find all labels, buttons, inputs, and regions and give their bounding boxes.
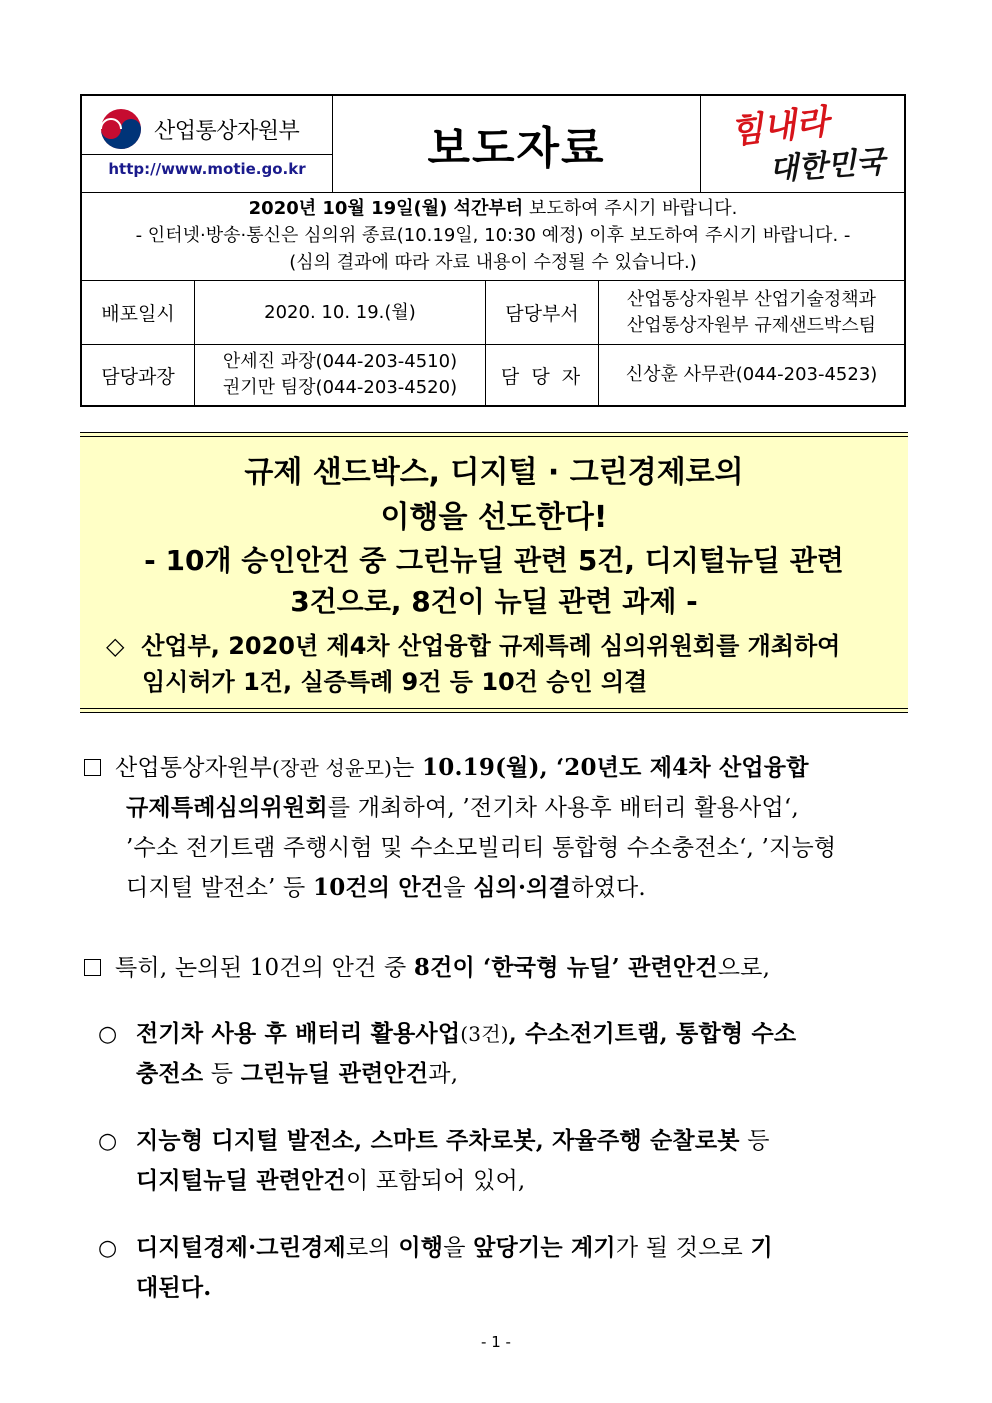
headline-title — [80, 450, 908, 540]
bullet-green-newdeal: 전기차 사용 후 배터리 활용사업(3건), 수소전기트램, 통합형 수소 충전소 등 그린뉴딜 관련안건과, — [136, 1020, 797, 1087]
page-number: - 1 - — [481, 1333, 511, 1351]
taegeuk-logo-icon — [100, 108, 142, 150]
svg-text:대한민국: 대한민국 — [767, 144, 887, 188]
dept-line: 산업통상자원부 규제샌드박스팀 — [626, 314, 877, 336]
circle-bullet-icon: ○ — [98, 1236, 118, 1261]
headline-box — [80, 432, 908, 713]
embargo-online-notice: - 인터넷·방송·통신은 심의위 종료(10.19일, 10:30 예정) 이후 보도하여 주시기 바랍니다. - — [135, 225, 851, 246]
manager-line: 안세진 과장(044-203-4510) — [222, 351, 458, 372]
headline-subtitle — [80, 540, 908, 622]
ministry-logo-cell — [82, 96, 332, 192]
release-date-label: 배포일시 — [101, 303, 175, 325]
circle-bullet-icon: ○ — [98, 1129, 118, 1154]
embargo-time: 2020년 10월 19일(월) 석간부터 — [248, 198, 524, 219]
headline-title-line: 이행을 선도한다! — [380, 500, 608, 535]
slogan-logo — [701, 96, 906, 192]
manager-label: 담당과장 — [101, 365, 175, 388]
manager-value — [195, 345, 485, 405]
slogan-calligraphy-icon — [701, 96, 906, 192]
headline-subtitle-line: 3건으로, 8건이 뉴딜 관련 과제 - — [290, 585, 698, 618]
press-header-table — [80, 94, 906, 407]
press-title-cell — [333, 96, 700, 192]
svg-text:힘내라: 힘내라 — [728, 101, 831, 153]
bullet-digital-newdeal: 지능형 디지털 발전소, 스마트 주차로봇, 자율주행 순찰로봇 등 디지털뉴딜 관련안건이 포함되어 있어, — [136, 1127, 770, 1194]
square-bullet-icon — [84, 759, 101, 776]
summary-line: 산업부, 2020년 제4차 산업융합 규제특례 심의위원회를 개최하여 — [141, 632, 841, 660]
embargo-notice — [82, 192, 904, 280]
paragraph-meeting: 산업통상자원부(장관 성윤모)는 10.19(월), ‘20년도 제4차 산업융합 규제특례심의위원회를 개최하여, ’전기차 사용후 배터리 활용사업‘, ’수소 전기트램 주행시험 및 수소모빌리티 통합형 수소충전소‘, ’지능형 디지털 발전소’ 등 10건의 안건을 심의·의결하였다. — [84, 748, 914, 908]
ministry-url-link[interactable]: http://www.motie.go.kr — [108, 160, 306, 178]
headline-bottom-rule — [80, 708, 908, 713]
dept-value — [599, 281, 904, 344]
square-bullet-icon — [84, 959, 101, 976]
ministry-name: 산업통상자원부 — [154, 119, 300, 144]
summary-line: 임시허가 1건, 실증특례 9건 등 10건 승인 의결 — [142, 668, 648, 696]
press-release-title: 보도자료 — [427, 123, 606, 174]
paragraph-newdeal: 특히, 논의된 10건의 안건 중 8건이 ‘한국형 뉴딜’ 관련안건으로, — [84, 948, 914, 988]
dept-line: 산업통상자원부 산업기술정책과 — [626, 288, 877, 310]
headline-top-rule — [80, 432, 908, 437]
headline-subtitle-line: - 10개 승인안건 중 그린뉴딜 관련 5건, 디지털뉴딜 관련 — [144, 544, 844, 577]
contact-label: 담 당 자 — [500, 365, 584, 388]
release-date-value: 2020. 10. 19.(월) — [264, 301, 416, 323]
dept-label: 담당부서 — [505, 303, 579, 325]
embargo-request: 보도하여 주시기 바랍니다. — [523, 198, 738, 219]
embargo-revision-notice: (심의 결과에 따라 자료 내용이 수정될 수 있습니다.) — [289, 252, 697, 273]
diamond-bullet-icon: ◇ — [106, 632, 125, 660]
headline-title-line: 규제 샌드박스, 디지털 · 그린경제로의 — [244, 455, 744, 490]
circle-bullet-icon: ○ — [98, 1022, 118, 1047]
contact-value: 신상훈 사무관(044-203-4523) — [625, 364, 878, 385]
headline-summary — [106, 628, 906, 700]
bullet-economy-transition: 디지털경제·그린경제로의 이행을 앞당기는 계기가 될 것으로 기 대된다. — [136, 1234, 773, 1301]
manager-line: 권기만 팀장(044-203-4520) — [222, 377, 458, 398]
